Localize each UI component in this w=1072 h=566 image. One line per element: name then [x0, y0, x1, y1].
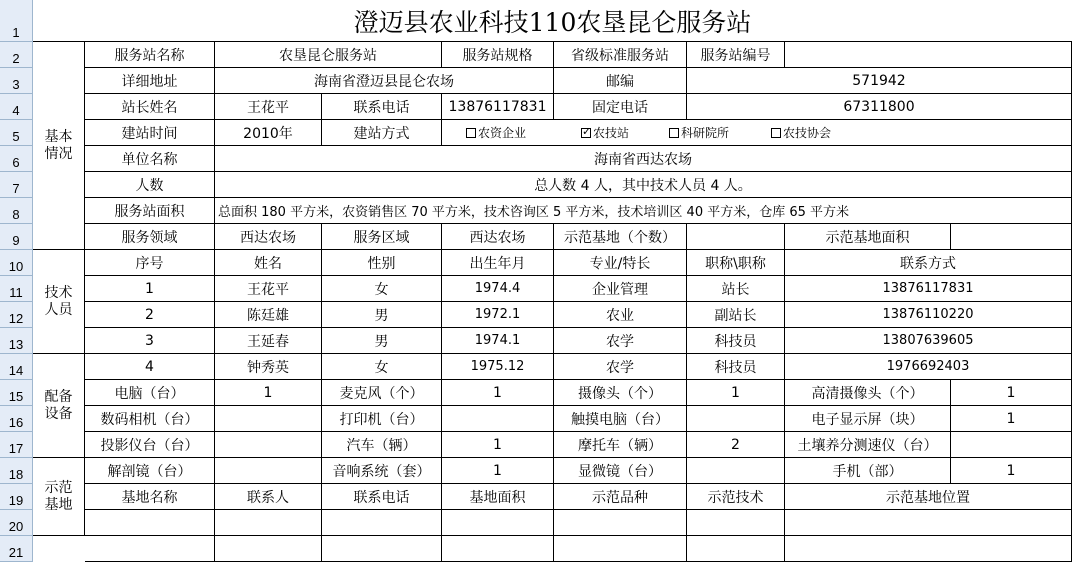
equipment-label[interactable]: 显微镜（台）: [554, 458, 687, 484]
address-value[interactable]: 海南省澄迈县昆仑农场: [215, 68, 554, 94]
section-demo-text: 基地: [44, 496, 73, 513]
equipment-label[interactable]: 汽车（辆）: [322, 432, 442, 458]
staff-header-6[interactable]: 联系方式: [785, 250, 1072, 276]
staff-cell[interactable]: 13876110220: [785, 302, 1072, 328]
row-header-3[interactable]: 3: [0, 68, 33, 94]
section-tech-text: 技术: [44, 284, 73, 301]
mode-option[interactable]: [581, 124, 629, 141]
checkbox-icon[interactable]: [669, 128, 679, 138]
row-header-10[interactable]: 10: [0, 250, 33, 276]
row-header-1[interactable]: 1: [0, 0, 33, 42]
unit-value[interactable]: 海南省西达农场: [215, 146, 1072, 172]
staff-cell[interactable]: 女: [322, 354, 442, 380]
phone-label[interactable]: 联系电话: [322, 94, 442, 120]
section-equip-text: 配备: [44, 388, 73, 405]
demo-header-3[interactable]: 基地面积: [442, 484, 554, 510]
section-equip-text: 设备: [44, 405, 73, 422]
equipment-label[interactable]: 手机（部）: [785, 458, 951, 484]
mode-option[interactable]: [466, 124, 526, 141]
equipment-value[interactable]: [215, 406, 322, 432]
row-header-4[interactable]: 4: [0, 94, 33, 120]
manager-label[interactable]: 站长姓名: [85, 94, 215, 120]
demo-cell[interactable]: [687, 536, 785, 562]
staff-cell[interactable]: 3: [85, 328, 215, 354]
section-basic-text: 基本: [44, 128, 73, 145]
row-header-18[interactable]: 18: [0, 458, 33, 484]
staff-cell[interactable]: 1972.1: [442, 302, 554, 328]
equipment-value[interactable]: 1: [442, 380, 554, 406]
equipment-value[interactable]: 1: [442, 432, 554, 458]
demo-cell[interactable]: [85, 536, 215, 562]
region-value[interactable]: 西达农场: [442, 224, 554, 250]
staff-cell[interactable]: 男: [322, 302, 442, 328]
fixed-phone-label[interactable]: 固定电话: [554, 94, 687, 120]
spec-value[interactable]: 省级标准服务站: [554, 42, 687, 68]
row-header-2[interactable]: 2: [0, 42, 33, 68]
staff-cell[interactable]: 13807639605: [785, 328, 1072, 354]
demo-header-1[interactable]: 联系人: [215, 484, 322, 510]
region-label[interactable]: 服务区域: [322, 224, 442, 250]
equipment-value[interactable]: 1: [951, 406, 1072, 432]
equipment-value[interactable]: [687, 458, 785, 484]
row-header-8[interactable]: 8: [0, 198, 33, 224]
staff-cell[interactable]: 陈廷雄: [215, 302, 322, 328]
staff-cell[interactable]: 农学: [554, 354, 687, 380]
people-value[interactable]: 总人数 4 人，其中技术人员 4 人。: [215, 172, 1072, 198]
zip-label[interactable]: 邮编: [554, 68, 687, 94]
staff-cell[interactable]: 站长: [687, 276, 785, 302]
staff-header-1[interactable]: 姓名: [215, 250, 322, 276]
unit-label[interactable]: 单位名称: [85, 146, 215, 172]
demo-cell[interactable]: [442, 510, 554, 536]
spec-label[interactable]: 服务站规格: [442, 42, 554, 68]
row-header-7[interactable]: 7: [0, 172, 33, 198]
checkbox-icon[interactable]: [466, 128, 476, 138]
equipment-label[interactable]: 土壤养分测速仪（台）: [785, 432, 951, 458]
mode-option[interactable]: [771, 124, 831, 141]
equipment-value[interactable]: 1: [951, 380, 1072, 406]
demo-area-label[interactable]: 示范基地面积: [785, 224, 951, 250]
row-header-6[interactable]: 6: [0, 146, 33, 172]
demo-header-6[interactable]: 示范基地位置: [785, 484, 1072, 510]
demo-header-0[interactable]: 基地名称: [85, 484, 215, 510]
staff-header-2[interactable]: 性别: [322, 250, 442, 276]
code-value[interactable]: [785, 42, 1072, 68]
staff-header-3[interactable]: 出生年月: [442, 250, 554, 276]
equipment-label[interactable]: 投影仪台（台）: [85, 432, 215, 458]
row-header-16[interactable]: 16: [0, 406, 33, 432]
equipment-label[interactable]: 高清摄像头（个）: [785, 380, 951, 406]
demo-cell[interactable]: [215, 510, 322, 536]
equipment-label[interactable]: 触摸电脑（台）: [554, 406, 687, 432]
demo-header-2[interactable]: 联系电话: [322, 484, 442, 510]
staff-cell[interactable]: 企业管理: [554, 276, 687, 302]
staff-cell[interactable]: 2: [85, 302, 215, 328]
equipment-value[interactable]: 1: [951, 458, 1072, 484]
built-time-label[interactable]: 建站时间: [85, 120, 215, 146]
equipment-value[interactable]: 1: [442, 458, 554, 484]
staff-cell[interactable]: 1974.1: [442, 328, 554, 354]
row-header-11[interactable]: 11: [0, 276, 33, 302]
equipment-value[interactable]: 2: [687, 432, 785, 458]
equipment-label[interactable]: 解剖镜（台）: [85, 458, 215, 484]
equipment-label[interactable]: 打印机（台）: [322, 406, 442, 432]
built-time-value[interactable]: 2010年: [215, 120, 322, 146]
mode-option-label: 农资企业: [478, 126, 527, 140]
equipment-value[interactable]: [951, 432, 1072, 458]
section-demo-text: 示范: [44, 479, 73, 496]
area-label[interactable]: 服务站面积: [85, 198, 215, 224]
equipment-label[interactable]: 数码相机（台）: [85, 406, 215, 432]
staff-cell[interactable]: 13876117831: [785, 276, 1072, 302]
mode-option-label: 农技站: [593, 126, 630, 140]
demo-cell[interactable]: [322, 536, 442, 562]
demo-header-5[interactable]: 示范技术: [687, 484, 785, 510]
staff-cell[interactable]: 农学: [554, 328, 687, 354]
section-demo[interactable]: [33, 458, 85, 536]
field-label[interactable]: 服务领域: [85, 224, 215, 250]
staff-cell[interactable]: 王花平: [215, 276, 322, 302]
code-label[interactable]: 服务站编号: [687, 42, 785, 68]
demo-count-value[interactable]: [687, 224, 785, 250]
staff-cell[interactable]: 1976692403: [785, 354, 1072, 380]
demo-cell[interactable]: [687, 510, 785, 536]
equipment-value[interactable]: [687, 406, 785, 432]
equipment-value[interactable]: [215, 432, 322, 458]
demo-cell[interactable]: [322, 510, 442, 536]
mode-option[interactable]: [669, 124, 729, 141]
demo-cell[interactable]: [554, 510, 687, 536]
equipment-value[interactable]: [215, 458, 322, 484]
staff-header-4[interactable]: 专业/特长: [554, 250, 687, 276]
demo-cell[interactable]: [85, 510, 215, 536]
zip-value[interactable]: 571942: [687, 68, 1072, 94]
equipment-label[interactable]: 麦克风（个）: [322, 380, 442, 406]
staff-header-0[interactable]: 序号: [85, 250, 215, 276]
row-header-12[interactable]: 12: [0, 302, 33, 328]
field-value[interactable]: 西达农场: [215, 224, 322, 250]
row-header-5[interactable]: 5: [0, 120, 33, 146]
demo-area-value[interactable]: [951, 224, 1072, 250]
station-name-label[interactable]: 服务站名称: [85, 42, 215, 68]
demo-cell[interactable]: [785, 510, 1072, 536]
row-header-20[interactable]: 20: [0, 510, 33, 536]
demo-cell[interactable]: [215, 536, 322, 562]
checkbox-checked-icon[interactable]: [581, 128, 591, 138]
staff-cell[interactable]: 副站长: [687, 302, 785, 328]
row-header-15[interactable]: 15: [0, 380, 33, 406]
built-mode-options[interactable]: [442, 120, 1072, 146]
equipment-label[interactable]: 音响系统（套）: [322, 458, 442, 484]
equipment-value[interactable]: 1: [215, 380, 322, 406]
equipment-label[interactable]: 电脑（台）: [85, 380, 215, 406]
equipment-label[interactable]: 摄像头（个）: [554, 380, 687, 406]
section-equip[interactable]: [33, 354, 85, 458]
fixed-phone-value[interactable]: 67311800: [687, 94, 1072, 120]
demo-cell[interactable]: [785, 536, 1072, 562]
staff-cell[interactable]: 1: [85, 276, 215, 302]
staff-cell[interactable]: 王延春: [215, 328, 322, 354]
address-label[interactable]: 详细地址: [85, 68, 215, 94]
section-basic[interactable]: [33, 42, 85, 250]
staff-cell[interactable]: 农业: [554, 302, 687, 328]
staff-header-5[interactable]: 职称\职称: [687, 250, 785, 276]
mode-option-label: 农技协会: [783, 126, 832, 140]
row-header-13[interactable]: 13: [0, 328, 33, 354]
equipment-label[interactable]: 摩托车（辆）: [554, 432, 687, 458]
section-basic-text: 情况: [44, 145, 73, 162]
staff-cell[interactable]: 钟秀英: [215, 354, 322, 380]
row-header-21[interactable]: 21: [0, 536, 33, 562]
section-tech-text: 人员: [44, 301, 73, 318]
staff-cell[interactable]: 科技员: [687, 328, 785, 354]
built-mode-label[interactable]: 建站方式: [322, 120, 442, 146]
phone-value[interactable]: 13876117831: [442, 94, 554, 120]
people-label[interactable]: 人数: [85, 172, 215, 198]
demo-cell[interactable]: [554, 536, 687, 562]
equipment-label[interactable]: 电子显示屏（块）: [785, 406, 951, 432]
staff-cell[interactable]: 女: [322, 276, 442, 302]
staff-cell[interactable]: 科技员: [687, 354, 785, 380]
staff-cell[interactable]: 1975.12: [442, 354, 554, 380]
page-title[interactable]: 澄迈县农业科技110农垦昆仑服务站: [33, 0, 1072, 42]
staff-cell[interactable]: 男: [322, 328, 442, 354]
row-header-14[interactable]: 14: [0, 354, 33, 380]
demo-header-4[interactable]: 示范品种: [554, 484, 687, 510]
equipment-value[interactable]: [442, 406, 554, 432]
equipment-value[interactable]: 1: [687, 380, 785, 406]
staff-cell[interactable]: 4: [85, 354, 215, 380]
checkbox-icon[interactable]: [771, 128, 781, 138]
row-header-19[interactable]: 19: [0, 484, 33, 510]
demo-count-label[interactable]: 示范基地（个数）: [554, 224, 687, 250]
area-value[interactable]: 总面积 180 平方米，农资销售区 70 平方米，技术咨询区 5 平方米，技术培训区 40 平方米，仓库 65 平方米: [215, 198, 1072, 224]
staff-cell[interactable]: 1974.4: [442, 276, 554, 302]
station-name-value[interactable]: 农垦昆仑服务站: [215, 42, 442, 68]
section-tech[interactable]: [33, 250, 85, 354]
demo-cell[interactable]: [442, 536, 554, 562]
row-header-17[interactable]: 17: [0, 432, 33, 458]
manager-value[interactable]: 王花平: [215, 94, 322, 120]
row-header-9[interactable]: 9: [0, 224, 33, 250]
mode-option-label: 科研院所: [681, 126, 730, 140]
